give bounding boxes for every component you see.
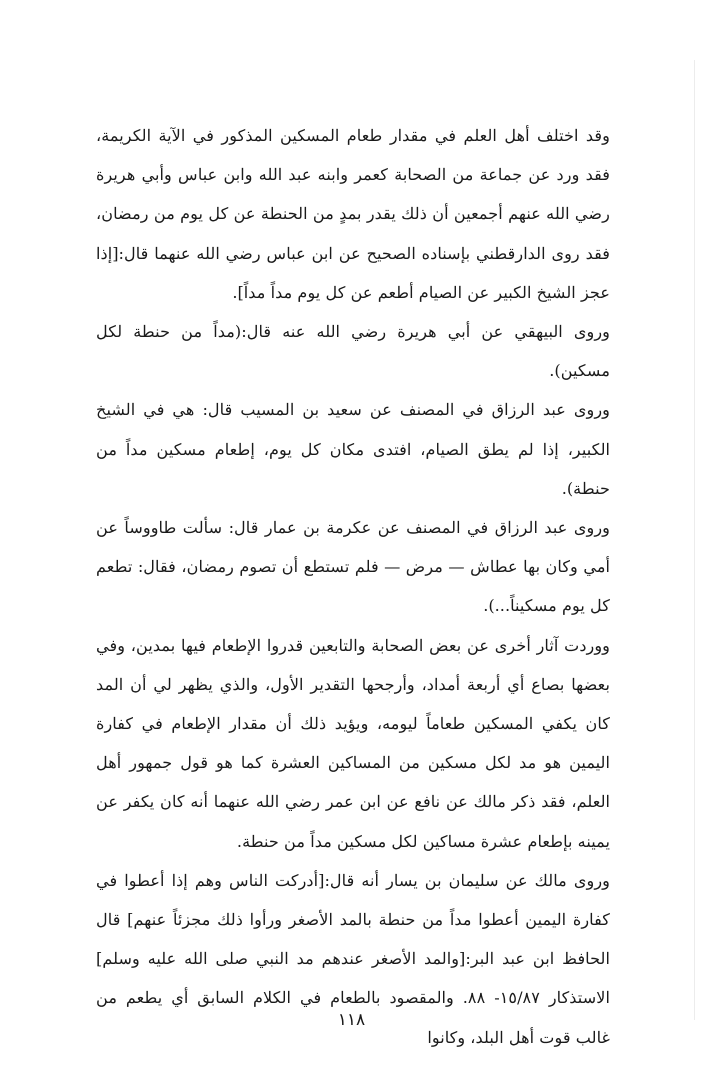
paragraph-5: ووردت آثار أخرى عن بعض الصحابة والتابعين قدروا الإطعام فيها بمدين، وفي بعضها بصاع أي أربعة أمداد، وأرجحها التقدير الأول، والذي يظهر لي أن المد كان يكفي المسكين طعاماً ليومه، ويؤيد ذلك أن مقدار الإطعام في كفارة اليمين هو مد لكل مسكين من المساكين العشرة كما هو قول جمهور أهل العلم، فقد ذكر مالك عن نافع عن ابن عمر رضي الله عنهما أنه كان يكفر عن يمينه بإطعام عشرة مساكين لكل مسكين مداً من حنطة. [96,635,610,851]
paragraph-6: وروى مالك عن سليمان بن يسار أنه قال:[أدركت الناس وهم إذا أعطوا في كفارة اليمين أعطوا مداً من حنطة بالمد الأصغر ورأوا ذلك مجزئاً عنهم] قال الحافظ ابن عبد البر:[والمد الأصغر عندهم مد النبي صلى الله عليه وسلم] الاستذكار ١٥/٨٧- ٨٨. والمقصود بالطعام في الكلام السابق أي يطعم من غالب قوت أهل البلد، وكانوا [96,870,610,1047]
paragraph-4: وروى عبد الرزاق في المصنف عن عكرمة بن عمار قال: سألت طاووساً عن أمي وكان بها عطاش — مرض — فلم تستطع أن تصوم رمضان، فقال: تطعم كل يوم مسكيناً...). [96,518,610,616]
paragraph-2: وروى البيهقي عن أبي هريرة رضي الله عنه قال:(مداً من حنطة لكل مسكين). [96,322,610,381]
page-edge-shadow [694,60,695,1020]
paragraph-1: وقد اختلف أهل العلم في مقدار طعام المسكين المذكور في الآية الكريمة، فقد ورد عن جماعة من الصحابة كعمر وابنه عبد الله وابن عباس وأبي هريرة رضي الله عنهم أجمعين أن ذلك يقدر بمدٍ من الحنطة عن كل يوم من رمضان، فقد روى الدارقطني بإسناده الصحيح عن ابن عباس رضي الله عنهما قال:[إذا عجز الشيخ الكبير عن الصيام أطعم عن كل يوم مداً مداً]. [96,126,610,302]
body-text [96,116,610,1057]
paragraph-3: وروى عبد الرزاق في المصنف عن سعيد بن المسيب قال: هي في الشيخ الكبير، إذا لم يطق الصيام، افتدى مكان كل يوم، إطعام مسكين مداً من حنطة). [96,400,610,498]
page-number: ١١٨ [337,1010,366,1030]
